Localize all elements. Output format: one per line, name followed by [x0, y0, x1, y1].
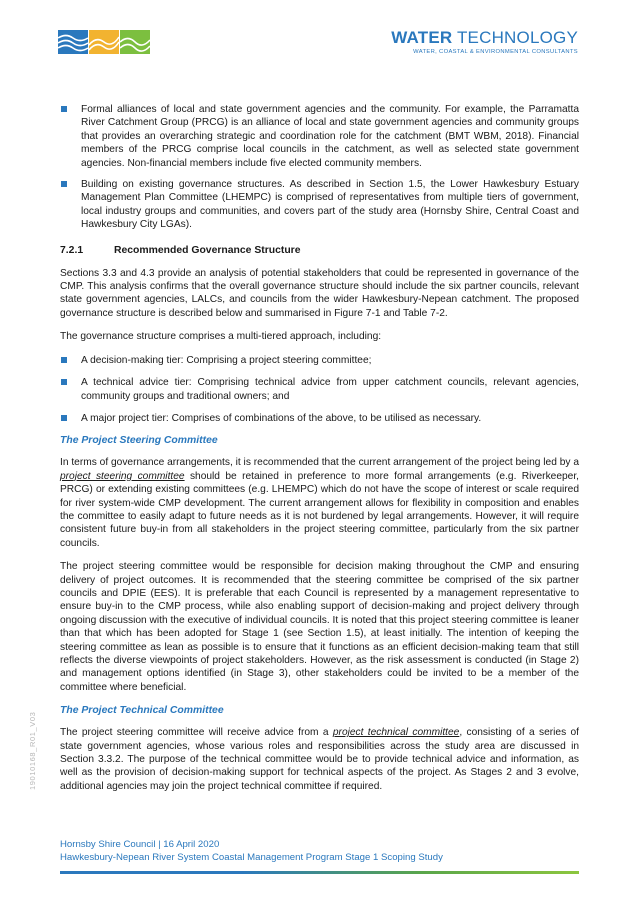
- section-heading: 7.2.1 Recommended Governance Structure: [60, 244, 301, 256]
- bullet-item: A major project tier: Comprises of combinations of the above, to be utilised as necessary.: [60, 412, 579, 425]
- bullet-item: A technical advice tier: Comprising technical advice from upper catchment councils, relevant agencies, community groups and traditional owners; and: [60, 376, 579, 403]
- brand-name: WATER TECHNOLOGY: [391, 28, 578, 47]
- square-bullet-icon: [61, 106, 67, 112]
- footer-client-date: Hornsby Shire Council | 16 April 2020: [60, 839, 220, 850]
- steering-committee-link[interactable]: project steering committee: [60, 470, 185, 482]
- footer-project-title: Hawkesbury-Nepean River System Coastal Management Program Stage 1 Scoping Study: [60, 851, 443, 863]
- square-bullet-icon: [61, 379, 67, 385]
- wave-logo-icon: [58, 30, 150, 54]
- subheading-technical-committee: The Project Technical Committee: [60, 705, 224, 717]
- paragraph-technical-1: The project steering committee will receive advice from a project technical committee, consisting of a series of state government agencies, whose various roles and responsibilities across the study area are discussed in Section 3.3.2. The purpose of the technical committee would be to provide technical advice and information, as well as the provision of decision-making support for technical aspects of the project. As Stages 2 and 3 evolve, additional agencies may join the project technical committee if required.: [60, 727, 579, 792]
- paragraph-tiers: The governance structure comprises a multi-tiered approach, including:: [60, 331, 382, 343]
- footer-divider: [60, 871, 579, 874]
- square-bullet-icon: [61, 357, 67, 363]
- paragraph-steering-2: The project steering committee would be responsible for decision making throughout the CMP and ensuring delivery of project outcomes. It is recommended that the steering committee be comprised of the six partner councils and DPIE (EES). It is preferable that each Council is represented by a management representative to ensure buy-in to the CMP process, while also enabling support of decision-making and project delivery through ongoing discussion with the executive of individual councils. It is noted that this project steering committee is leaner than that which has been adopted for Stage 1 (see Section 1.5), at least initially. The intention of keeping the steering committee as lean as possible is to ensure that it functions as an efficient decision-making team that still reflects the diverse viewpoints of project stakeholders. However, as the risk assessment is conducted (in Stage 2) and management options identified (in Stage 3), other stakeholders could be invited to be a member of the committee where beneficial.: [60, 561, 579, 693]
- bullet-item: A decision-making tier: Comprising a project steering committee;: [60, 354, 579, 367]
- brand-tagline: WATER, COASTAL & ENVIRONMENTAL CONSULTANTS: [413, 49, 578, 55]
- subheading-steering-committee: The Project Steering Committee: [60, 435, 218, 447]
- brand-logo: [391, 29, 578, 55]
- square-bullet-icon: [61, 415, 67, 421]
- bullet-item: Formal alliances of local and state government agencies and the community. For example, the Parramatta River Catchment Group (PRCG) is an alliance of local and state government agencies and community groups that provides an overarching strategic and coordination role for the catchment (BMT WBM, 2018). Financial members of the PRCG comprise local councils in the catchment, as well as selected state government agencies. Non-financial members include five elected community members.: [60, 103, 579, 170]
- paragraph-intro: Sections 3.3 and 4.3 provide an analysis of potential stakeholders that could be represented in governance of the CMP. This analysis confirms that the overall governance structure should include the six partner councils, relevant state government agencies, LALCs, and councils from the wider Hawkesbury-Nepean catchment. The proposed governance structure is described below and summarised in Figure 7-1 and Table 7-2.: [60, 267, 579, 319]
- document-code: 19010168_R01_V03: [28, 711, 37, 790]
- paragraph-steering-1: In terms of governance arrangements, it is recommended that the current arrangement of the project being led by a project steering committee should be retained in preference to more formal arrangements (e.g. Riverkeeper, PRCG) or extending existing committees (e.g. LHEMPC) which do not have the scope of interest or scale required for river system-wide CMP development. The current arrangement allows for flexibility in composition and enables the committee to easily adapt to future needs as it is not burdened by legal arrangements. However, it will require consistent future buy-in from all stakeholders in the project steering committee, particularly from the six partner councils.: [60, 457, 579, 549]
- bullet-item: Building on existing governance structures. As described in Section 1.5, the Lower Hawkesbury Estuary Management Plan Committee (LHEMPC) is comprised of representatives from multiple tiers of government, local industry groups and communities, and covers part of the study area (Hornsby Shire, Central Coast and Hawkesbury City LGAs).: [60, 178, 579, 232]
- square-bullet-icon: [61, 181, 67, 187]
- document-body: [60, 103, 579, 803]
- technical-committee-link[interactable]: project technical committee: [332, 727, 460, 739]
- page-footer: [60, 839, 579, 864]
